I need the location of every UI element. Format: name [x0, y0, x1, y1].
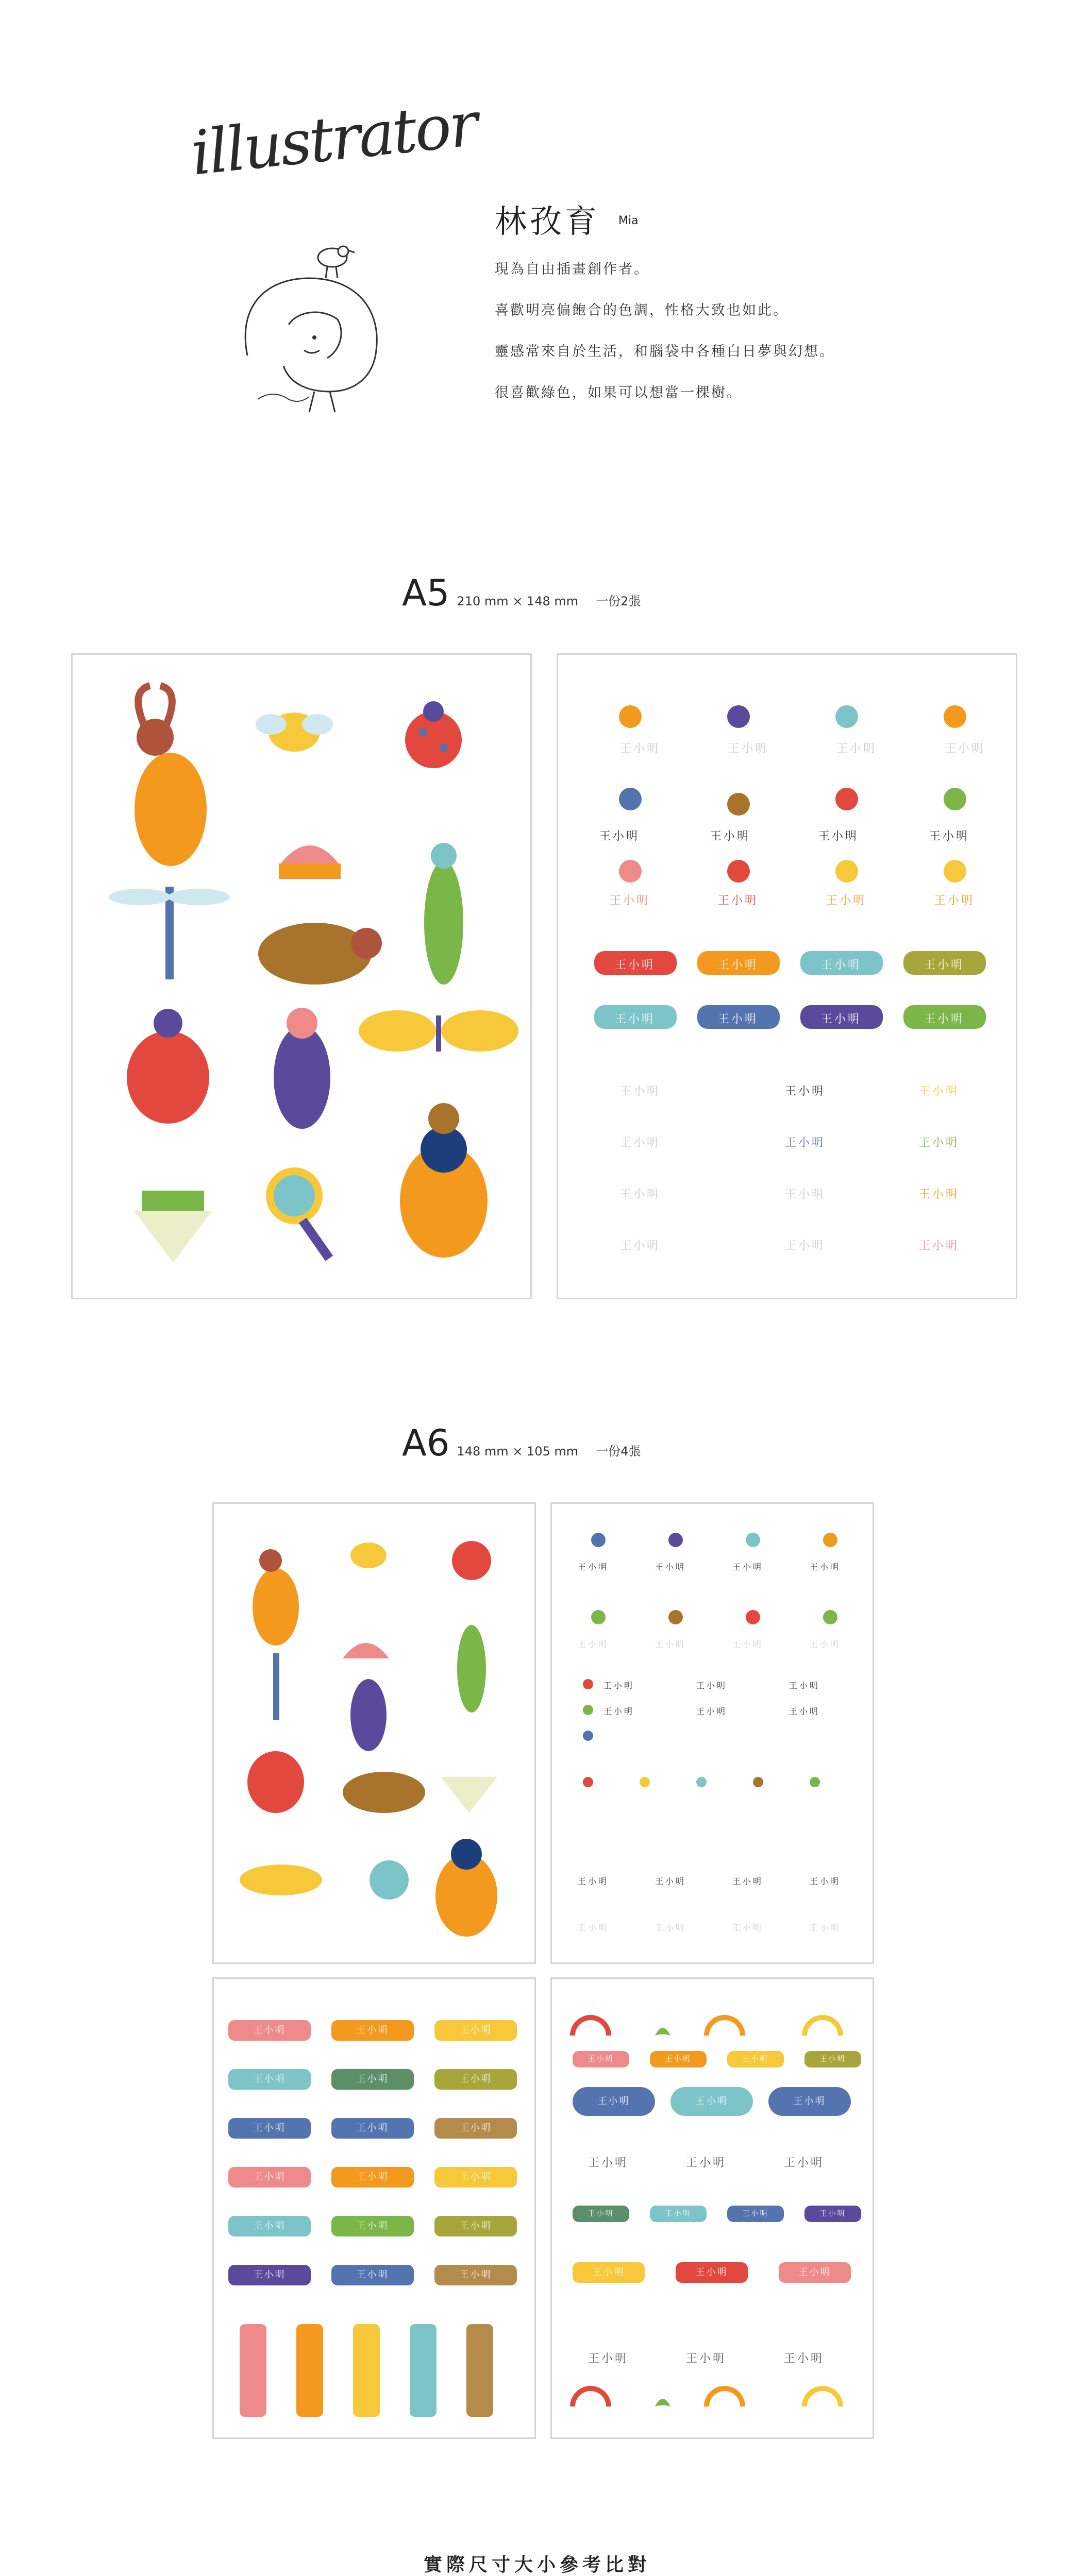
vertical-tag-strip: [214, 2319, 534, 2422]
name-label: 王小明: [821, 1013, 862, 1026]
name-label: 王小明: [785, 1188, 826, 1201]
name-pill: 王小明: [676, 2262, 748, 2283]
name-label: 王小明: [615, 1013, 656, 1026]
name-label: 王小明: [620, 1188, 661, 1201]
name-pill: 王小明: [434, 2118, 517, 2139]
name-pill: 王小明: [670, 2087, 753, 2116]
a6-dimensions: 148 mm × 105 mm: [457, 1444, 579, 1459]
illustrator-name: 林孜育: [495, 202, 600, 240]
name-pill: 王小明: [573, 2087, 655, 2116]
name-pill: 王小明: [228, 2118, 311, 2139]
name-label: 王小明: [578, 1923, 609, 1933]
name-label: 王小明: [620, 1137, 661, 1149]
name-label: 王小明: [924, 1013, 965, 1026]
red-beetle-icon: [127, 1009, 209, 1124]
bio-line: 喜歡明亮偏飽合的色調，性格大致也如此。: [495, 302, 788, 318]
name-pill: 王小明: [573, 2262, 645, 2283]
name-label: 王小明: [732, 1639, 764, 1649]
bio-line: 現為自由插畫創作者。: [495, 261, 649, 277]
a6-mini-decorations: [552, 1504, 872, 1962]
a6-illustration-sheet: [212, 1502, 536, 1964]
a5-quantity: 一份2張: [596, 594, 641, 608]
a5-bug-illustrations: [73, 655, 530, 1298]
name-label: 王小明: [945, 742, 985, 755]
name-label: 王小明: [810, 1876, 841, 1886]
name-pill: 王小明: [727, 2051, 784, 2067]
name-label: 王小明: [785, 1137, 826, 1149]
name-label: 王小明: [934, 894, 975, 907]
orange-beetle-icon: [400, 1103, 488, 1258]
name-pill: 王小明: [434, 2265, 517, 2285]
name-label: 王小明: [620, 742, 661, 755]
a5-illustration-sheet: [71, 653, 532, 1299]
name-label: 王小明: [919, 1188, 960, 1201]
a5-label: A5: [402, 572, 450, 614]
name-label: 王小明: [784, 2157, 825, 2170]
a5-section-title: [402, 572, 641, 614]
name-label: 王小明: [785, 1085, 826, 1098]
name-label: 王小明: [718, 1013, 759, 1026]
flower-icon: [279, 845, 341, 879]
name-pill: 王小明: [434, 2069, 517, 2090]
name-label: 王小明: [655, 1923, 686, 1933]
name-label: 王小明: [620, 1085, 661, 1098]
name-pill: 王小明: [573, 2051, 629, 2067]
name-label: 王小明: [655, 1639, 686, 1649]
a6-mini-label-sheet: [550, 1502, 874, 1964]
name-pill: 王小明: [228, 2265, 311, 2285]
name-label: 王小明: [686, 2157, 727, 2170]
name-label: 王小明: [732, 1923, 764, 1933]
name-pill: 王小明: [727, 2206, 784, 2222]
name-label: 王小明: [578, 1876, 609, 1886]
name-label: 王小明: [784, 2352, 825, 2365]
name-label: 王小明: [578, 1639, 609, 1649]
a6-rainbow-label-sheet: [550, 1977, 874, 2439]
name-label: 王小明: [732, 1562, 764, 1572]
name-label: 王小明: [785, 1240, 826, 1252]
butterfly-icon: [359, 1010, 518, 1052]
illustrator-script-title: illustrator: [188, 88, 480, 189]
name-pill: 王小明: [331, 2118, 414, 2139]
name-label: 王小明: [728, 742, 769, 755]
name-label: 王小明: [710, 830, 751, 843]
compare-title: 實際尺寸大小參考比對: [423, 2554, 650, 2575]
a6-section-title: [402, 1422, 641, 1464]
name-label: 王小明: [924, 959, 965, 972]
purple-beetle-icon: [274, 1008, 330, 1129]
name-pill: 王小明: [650, 2206, 707, 2222]
name-label: 王小明: [929, 830, 970, 843]
name-pill: 王小明: [779, 2262, 851, 2283]
name-pill: 王小明: [331, 2216, 414, 2236]
rhino-beetle-icon: [258, 923, 382, 985]
name-pill: 王小明: [434, 2216, 517, 2236]
name-label: 王小明: [919, 1137, 960, 1149]
name-label: 王小明: [826, 894, 867, 907]
name-label: 王小明: [588, 2352, 629, 2365]
bio-line: 很喜歡綠色，如果可以想當一棵樹。: [495, 385, 742, 401]
magnifier-icon: [266, 1167, 333, 1261]
dragonfly-icon: [109, 887, 230, 979]
name-label: 王小明: [686, 2352, 727, 2365]
cicada-icon: [135, 1191, 212, 1263]
name-label: 王小明: [919, 1240, 960, 1252]
name-label: 王小明: [818, 830, 859, 843]
name-label: 王小明: [599, 830, 640, 843]
name-label: 王小明: [919, 1085, 960, 1098]
name-pill: 王小明: [650, 2051, 707, 2067]
name-label: 王小明: [789, 1706, 820, 1716]
a6-quantity: 一份4張: [596, 1444, 641, 1459]
ladybug-icon: [405, 701, 462, 768]
name-label: 王小明: [610, 894, 650, 907]
name-label: 王小明: [821, 959, 862, 972]
name-label: 王小明: [732, 1876, 764, 1886]
illustrator-name-en: Mia: [618, 214, 639, 227]
name-label: 王小明: [620, 1240, 661, 1252]
bio-line: 靈感常來自於生活，和腦袋中各種白日夢與幻想。: [495, 344, 835, 360]
name-label: 王小明: [603, 1706, 635, 1716]
name-label: 王小明: [789, 1681, 820, 1690]
name-pill: 王小明: [768, 2087, 851, 2116]
a6-pill-label-sheet: [212, 1977, 536, 2439]
name-pill: 王小明: [331, 2020, 414, 2041]
mantis-icon: [424, 843, 463, 985]
name-label: 王小明: [578, 1562, 609, 1572]
name-pill: 王小明: [434, 2020, 517, 2041]
name-label: 王小明: [603, 1681, 635, 1690]
stag-beetle-icon: [135, 686, 207, 866]
name-label: 王小明: [615, 959, 656, 972]
name-pill: 王小明: [228, 2216, 311, 2236]
name-pill: 王小明: [331, 2069, 414, 2090]
a5-dimensions: 210 mm × 148 mm: [457, 594, 579, 608]
name-pill: 王小明: [573, 2206, 629, 2222]
name-pill: 王小明: [228, 2167, 311, 2188]
name-label: 王小明: [718, 959, 759, 972]
illustrator-portrait-drawing: [227, 222, 392, 417]
name-pill: 王小明: [228, 2069, 311, 2090]
a6-bug-illustrations: [214, 1504, 534, 1962]
name-label: 王小明: [655, 1876, 686, 1886]
bee-icon: [256, 713, 333, 752]
name-label: 王小明: [655, 1562, 686, 1572]
name-pill: 王小明: [434, 2167, 517, 2188]
name-pill: 王小明: [331, 2265, 414, 2285]
name-pill: 王小明: [804, 2206, 861, 2222]
name-label: 王小明: [810, 1562, 841, 1572]
name-label: 王小明: [836, 742, 877, 755]
name-pill: 王小明: [331, 2167, 414, 2188]
name-pill: 王小明: [804, 2051, 861, 2067]
name-label: 王小明: [810, 1923, 841, 1933]
name-label: 王小明: [696, 1706, 728, 1716]
name-label: 王小明: [810, 1639, 841, 1649]
name-pill: 王小明: [228, 2020, 311, 2041]
a6-label: A6: [402, 1422, 450, 1464]
name-label: 王小明: [588, 2157, 629, 2170]
name-label: 王小明: [718, 894, 759, 907]
name-label: 王小明: [696, 1681, 728, 1690]
a5-label-sheet: [557, 653, 1017, 1299]
